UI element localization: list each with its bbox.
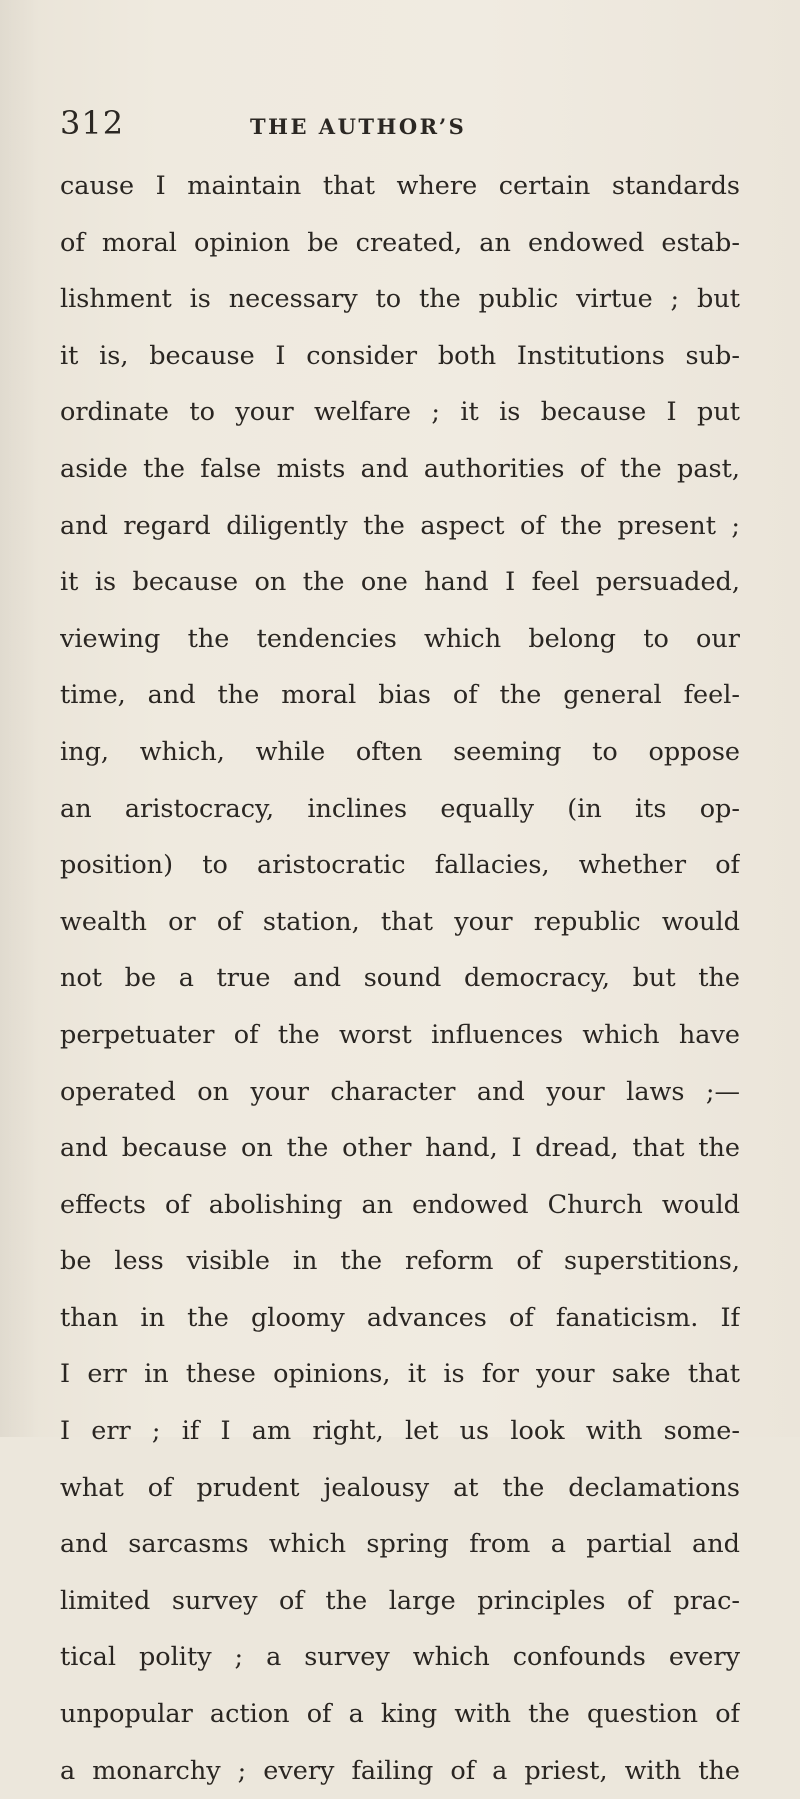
text-line: it is, because I consider both Institutions sub-: [60, 340, 740, 371]
text-line: lishment is necessary to the public virtue ; but: [60, 284, 740, 315]
text-line: limited survey of the large principles of prac-: [60, 1585, 740, 1616]
text-line: it is because on the one hand I feel persuaded,: [60, 567, 740, 598]
body-text: [60, 158, 740, 1799]
text-line: an aristocracy, inclines equally (in its op-: [60, 793, 740, 824]
text-line: and sarcasms which spring from a partial and: [60, 1529, 740, 1560]
text-line: ing, which, while often seeming to oppose: [60, 736, 740, 767]
text-line: viewing the tendencies which belong to our: [60, 623, 740, 654]
text-line: cause I maintain that where certain standards: [60, 171, 740, 201]
running-head: THE AUTHOR’S: [250, 114, 467, 139]
text-line: aside the false mists and authorities of the past,: [60, 453, 740, 484]
text-line: I err in these opinions, it is for your sake that: [60, 1359, 740, 1390]
page-header: [0, 104, 800, 144]
text-line: what of prudent jealousy at the declamations: [60, 1472, 740, 1503]
text-line: ordinate to your welfare ; it is because I put: [60, 397, 740, 428]
text-line: unpopular action of a king with the question of: [60, 1699, 740, 1730]
text-line: and because on the other hand, I dread, that the: [60, 1133, 740, 1164]
page-number: 312: [60, 104, 125, 142]
text-line: and regard diligently the aspect of the present ;: [60, 510, 740, 541]
text-line: I err ; if I am right, let us look with some-: [60, 1416, 740, 1447]
text-line: a monarchy ; every failing of a priest, with the: [60, 1755, 740, 1786]
text-line: be less visible in the reform of superstitions,: [60, 1246, 740, 1277]
page-gutter-shadow: [0, 0, 40, 1437]
text-line: wealth or of station, that your republic would: [60, 906, 740, 937]
text-line: time, and the moral bias of the general feel-: [60, 680, 740, 711]
text-line: not be a true and sound democracy, but the: [60, 963, 740, 994]
text-line: effects of abolishing an endowed Church would: [60, 1189, 740, 1220]
text-line: of moral opinion be created, an endowed estab-: [60, 227, 740, 258]
text-line: than in the gloomy advances of fanaticism. If: [60, 1302, 740, 1333]
text-line: operated on your character and your laws ;—: [60, 1076, 740, 1107]
text-line: position) to aristocratic fallacies, whether of: [60, 850, 740, 881]
text-line: tical polity ; a survey which confounds every: [60, 1642, 740, 1673]
text-line: perpetuater of the worst influences which have: [60, 1019, 740, 1050]
